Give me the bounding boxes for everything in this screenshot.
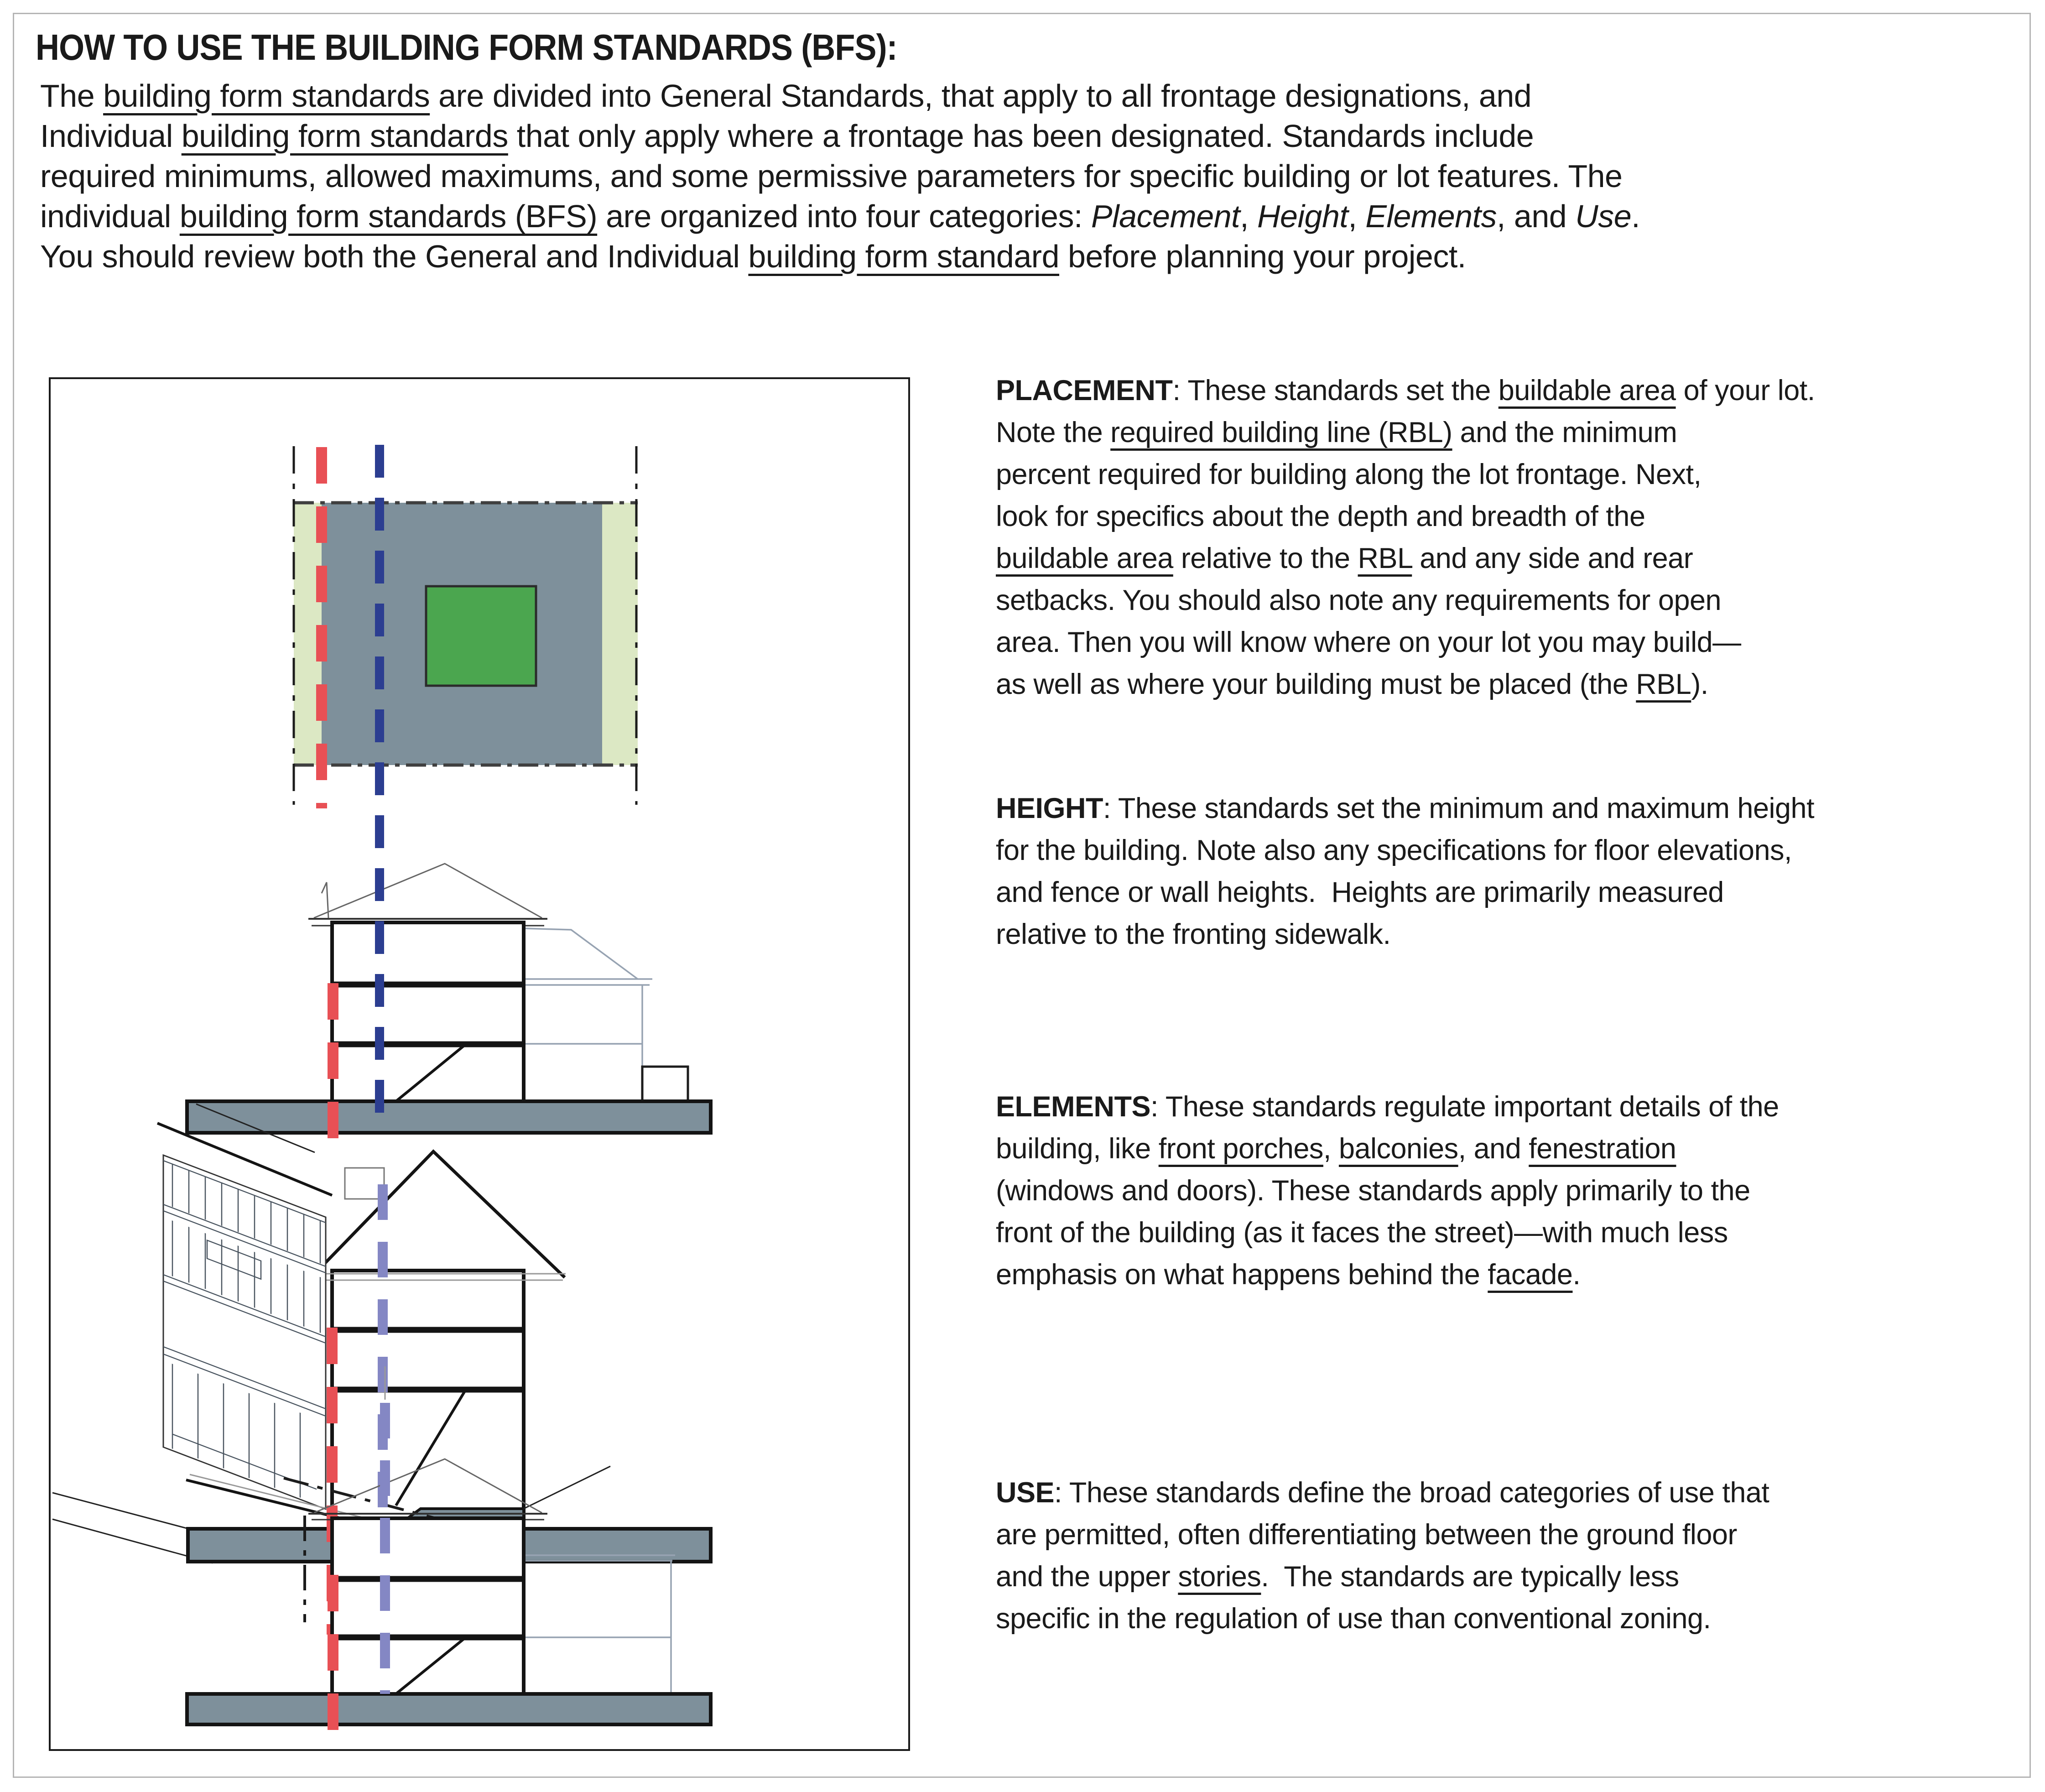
elements-paragraph: ELEMENTS: These standards regulate important details of the building, like front porches, balconies, and fenestration (windows and doors). These standards apply primarily to the front of the building (as it faces the street)—with much less emphasis on what happens behind the facade. [996,1091,1779,1291]
building-footprint [426,586,536,686]
placement-paragraph: PLACEMENT: These standards set the buildable area of your lot. Note the required building line (RBL) and the minimum percent required for building along the lot frontage. Next, look for specifics about the depth and breadth of the buildable area relative to the RBL and any side and rear setbacks. You should also note any requirements for open area. Then you will know where on your lot you may build— as well as where your building must be placed (the RBL). [996,375,1815,700]
placement-plan-diagram [294,446,638,808]
sidewalk-slab [187,1101,711,1133]
height-section-diagram [187,864,711,1154]
intro-paragraph: The building form standards are divided into General Standards, that apply to all frontage designations, and Individual building form standards that only apply where a frontage has been designated. Standards include required minimums, allowed maximums, and some permissive parameters for specific building or lot features. The individual building form standards (BFS) are organized into four categories: Placement, Height, Elements, and Use. You should review both the General and Individual building form standard before planning your project. [40,78,1640,274]
diagram-panel [49,377,910,1751]
roof-outline [314,864,542,918]
building-section [332,1271,524,1529]
roof-outline [315,1151,565,1277]
use-paragraph: USE: These standards define the broad categories of use that are permitted, often differentiating between the ground floor and the upper stories. The standards are typically less specific in the regulation of use than conventional zoning. [996,1477,1769,1635]
diagrams-figure [51,379,908,1749]
height-paragraph: HEIGHT: These standards set the minimum and maximum height for the building. Note also any specifications for floor elevations, and fence or wall heights. Heights are primarily measured relative to the fronting sidewalk. [996,792,1815,950]
page-title: HOW TO USE THE BUILDING FORM STANDARDS (BFS): [36,27,897,68]
neighbor-facade [163,1155,326,1509]
sidewalk-slab [187,1694,711,1724]
